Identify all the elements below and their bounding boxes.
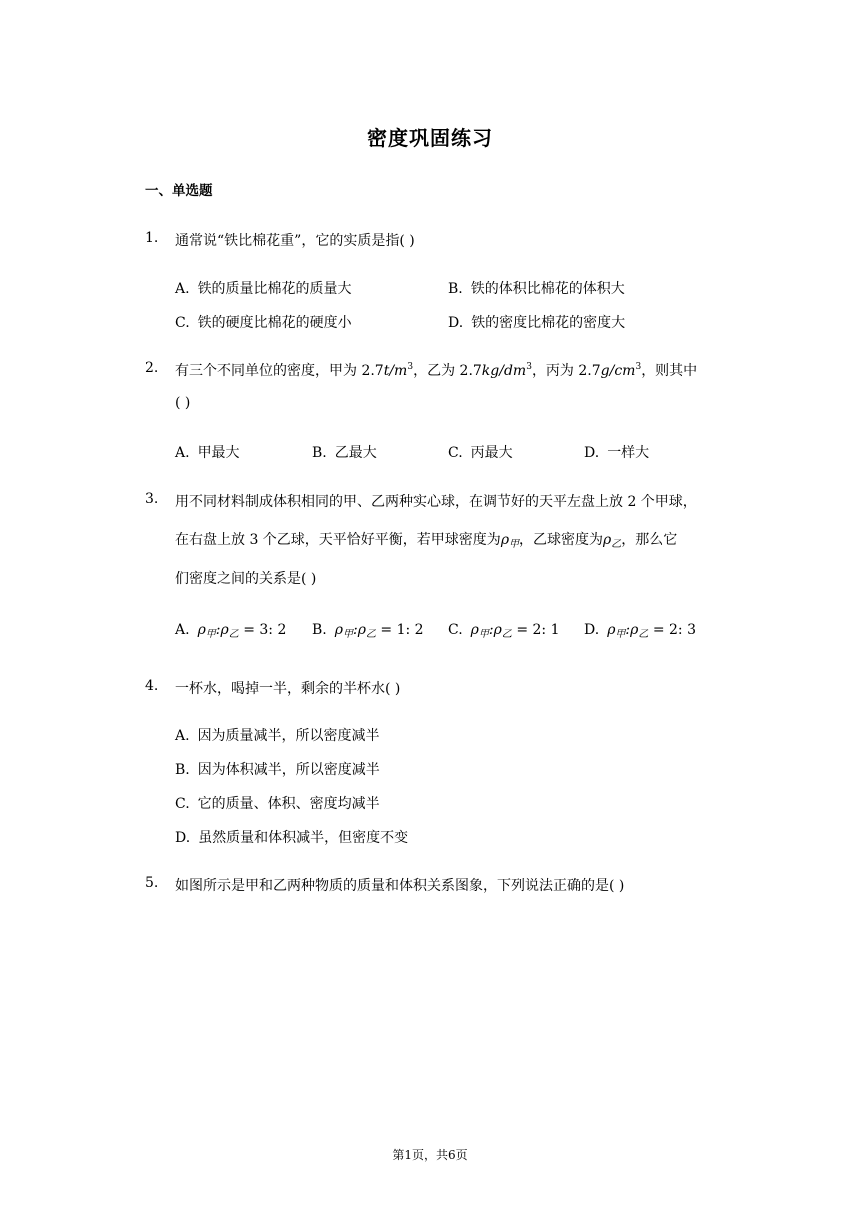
subscript: 甲 xyxy=(342,629,353,640)
question-text: 用不同材料制成体积相同的甲、乙两种实心球，在调节好的天平左盘上放 2 个甲球， xyxy=(175,494,697,510)
option-text: 铁的密度比棉花的密度大 xyxy=(471,315,626,331)
rho-jia xyxy=(501,532,519,548)
text-segment: 在右盘上放 3 个乙球，天平恰好平衡，若甲球密度为 xyxy=(175,532,501,548)
option-letter: D. xyxy=(584,622,600,638)
option-text: 乙最大 xyxy=(334,445,377,461)
unit: g/cm xyxy=(600,363,636,379)
option-letter: C. xyxy=(448,622,463,638)
text-segment: 有三个不同单位的密度，甲为 xyxy=(175,363,362,379)
density-value xyxy=(361,363,413,379)
rho-symbol: ρ xyxy=(220,622,229,638)
text-segment: ，则其中 xyxy=(641,363,698,379)
text-segment: ，丙为 xyxy=(531,363,579,379)
option-d xyxy=(448,312,625,332)
option-letter: B. xyxy=(448,281,463,297)
question-number: 5. xyxy=(145,875,159,891)
option-text: 因为体积减半，所以密度减半 xyxy=(197,762,380,778)
question-text xyxy=(175,360,697,380)
rho-symbol: ρ xyxy=(493,622,502,638)
option-text: 铁的体积比棉花的体积大 xyxy=(470,281,625,297)
option-text: 丙最大 xyxy=(470,445,513,461)
subscript: 甲 xyxy=(205,629,216,640)
ratio-expression: $\rho_甲:\rho_乙 = 2$: 1 xyxy=(470,622,560,640)
option-letter: A. xyxy=(175,728,190,744)
option-letter: A. xyxy=(175,622,190,638)
subscript: 乙 xyxy=(365,629,376,640)
exponent: 3 xyxy=(526,362,532,372)
subscript: 乙 xyxy=(228,629,239,640)
text-segment: ，乙球密度为 xyxy=(519,532,604,548)
rho-symbol: ρ xyxy=(470,622,479,638)
option-d xyxy=(584,442,649,462)
option-text: 因为质量减半，所以密度减半 xyxy=(197,728,380,744)
option-c xyxy=(448,442,513,462)
option-a xyxy=(175,725,380,745)
question-text-continued: 们密度之间的关系是( ) xyxy=(175,571,317,587)
option-b xyxy=(175,759,380,779)
option-text: 它的质量、体积、密度均减半 xyxy=(197,796,380,812)
density-value xyxy=(578,363,641,379)
question-number: 1. xyxy=(145,230,159,246)
ratio-value: = 3: 2 xyxy=(243,622,287,638)
ratio-value: = 2: 3 xyxy=(652,622,696,638)
option-c xyxy=(175,793,380,813)
rho-symbol: ρ xyxy=(630,622,639,638)
option-text: 铁的质量比棉花的质量大 xyxy=(197,281,352,297)
option-d xyxy=(584,622,696,640)
text-segment: ，乙为 xyxy=(413,363,460,379)
option-letter: A. xyxy=(175,281,190,297)
option-c xyxy=(448,622,559,640)
option-b xyxy=(312,622,424,640)
option-text: 甲最大 xyxy=(197,445,240,461)
option-text: 虽然质量和体积减半，但密度不变 xyxy=(198,830,409,846)
subscript: 乙 xyxy=(501,629,512,640)
rho-symbol: ρ xyxy=(603,532,612,548)
question-text: 一杯水，喝掉一半，剩余的半杯水( ) xyxy=(175,681,401,697)
subscript: 甲 xyxy=(478,629,489,640)
exponent: 3 xyxy=(407,362,414,372)
rho-symbol: ρ xyxy=(500,532,510,548)
option-letter: D. xyxy=(584,445,600,461)
unit: t/m xyxy=(383,363,408,379)
option-a xyxy=(175,278,352,298)
question-number: 3. xyxy=(145,491,159,507)
ratio-expression: $\rho_甲:\rho_乙 = 2$: 3 xyxy=(607,622,696,640)
rho-yi xyxy=(603,532,621,548)
ratio-value: = 2: 1 xyxy=(516,622,560,638)
unit: kg/dm xyxy=(481,363,527,379)
option-letter: B. xyxy=(175,762,190,778)
option-c xyxy=(175,312,352,332)
number: 2.7 xyxy=(578,363,601,379)
option-letter: A. xyxy=(175,445,190,461)
option-d xyxy=(175,827,408,847)
option-b xyxy=(448,278,625,298)
question-text-continued xyxy=(175,529,677,550)
option-text: 铁的硬度比棉花的硬度小 xyxy=(197,315,352,331)
page-footer: 第1页，共6页 xyxy=(392,1148,468,1162)
question-text: 通常说“铁比棉花重”，它的实质是指( ) xyxy=(175,233,415,249)
text-segment: ，那么它 xyxy=(621,532,678,548)
number: 2.7 xyxy=(361,363,384,379)
document-title: 密度巩固练习 xyxy=(367,126,493,150)
question-number: 2. xyxy=(145,360,159,376)
question-number: 4. xyxy=(145,678,159,694)
option-a xyxy=(175,442,240,462)
rho-symbol: ρ xyxy=(357,622,366,638)
option-letter: B. xyxy=(312,445,327,461)
rho-symbol: ρ xyxy=(197,622,206,638)
subscript: 乙 xyxy=(638,629,649,640)
ratio-expression: $\rho_甲:\rho_乙 = 1$: 2 xyxy=(334,622,424,640)
section-heading: 一、单选题 xyxy=(145,183,213,199)
rho-symbol: ρ xyxy=(607,622,616,638)
exponent: 3 xyxy=(635,362,642,372)
ratio-value: = 1: 2 xyxy=(380,622,424,638)
density-value xyxy=(460,363,532,379)
subscript: 乙 xyxy=(611,539,622,550)
option-b xyxy=(312,442,377,462)
option-letter: C. xyxy=(448,445,463,461)
option-text: 一样大 xyxy=(607,445,650,461)
ratio-expression: $\rho_甲:\rho_乙 = 3$: 2 xyxy=(197,622,287,640)
number: 2.7 xyxy=(459,363,482,379)
option-letter: B. xyxy=(312,622,327,638)
question-text-continued: ( ) xyxy=(175,395,191,411)
subscript: 甲 xyxy=(615,629,626,640)
question-text: 如图所示是甲和乙两种物质的质量和体积关系图象，下列说法正确的是( ) xyxy=(175,878,625,894)
option-letter: C. xyxy=(175,796,190,812)
subscript: 甲 xyxy=(509,539,520,550)
option-letter: D. xyxy=(175,830,191,846)
rho-symbol: ρ xyxy=(334,622,343,638)
option-letter: C. xyxy=(175,315,190,331)
option-letter: D. xyxy=(448,315,464,331)
option-a xyxy=(175,622,286,640)
